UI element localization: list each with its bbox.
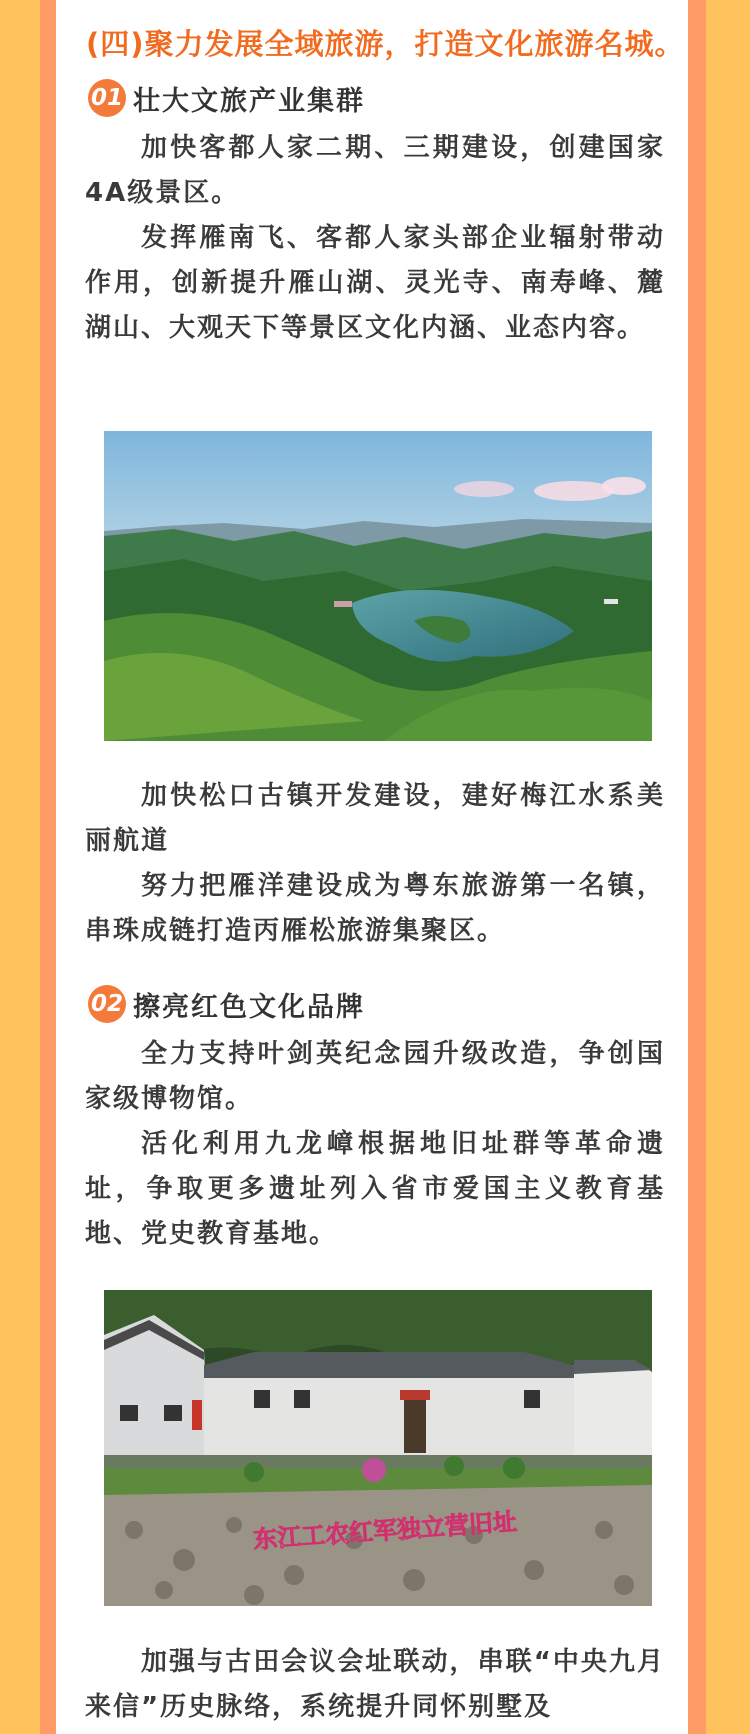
paragraph: 加快松口古镇开发建设，建好梅江水系美丽航道 xyxy=(85,781,665,856)
article-body xyxy=(56,0,688,1734)
subhead-1 xyxy=(88,78,365,118)
paragraph: 全力支持叶剑英纪念园升级改造，争创国家级博物馆。 xyxy=(85,1039,665,1114)
revolutionary-site-photo xyxy=(104,1290,652,1606)
paragraph: 活化利用九龙嶂根据地旧址群等革命遗址，争取更多遗址列入省市爱国主义教育基地、党史教育基地。 xyxy=(85,1129,665,1249)
paragraph: 加强与古田会议会址联动，串联“中央九月来信”历史脉络，系统提升同怀别墅及 xyxy=(85,1647,665,1722)
section-title: (四)聚力发展全域旅游，打造文化旅游名城。 xyxy=(86,27,685,61)
paragraph: 加快客都人家二期、三期建设，创建国家4A级景区。 xyxy=(85,133,665,208)
paragraph: 发挥雁南飞、客都人家头部企业辐射带动作用，创新提升雁山湖、灵光寺、南寿峰、麓湖山、大观天下等景区文化内涵、业态内容。 xyxy=(85,223,665,343)
subhead-title: 擦亮红色文化品牌 xyxy=(133,991,365,1023)
subhead-title: 壮大文旅产业集群 xyxy=(133,85,365,117)
lake-landscape-photo xyxy=(104,431,652,741)
number-badge-icon: 01 xyxy=(88,79,126,117)
subhead-2 xyxy=(88,984,365,1024)
number-badge-icon: 02 xyxy=(88,985,126,1023)
wall-inscription: 东江工农红军独立营旧址 xyxy=(252,1506,518,1554)
paragraph: 努力把雁洋建设成为粤东旅游第一名镇，串珠成链打造丙雁松旅游集聚区。 xyxy=(85,871,665,946)
